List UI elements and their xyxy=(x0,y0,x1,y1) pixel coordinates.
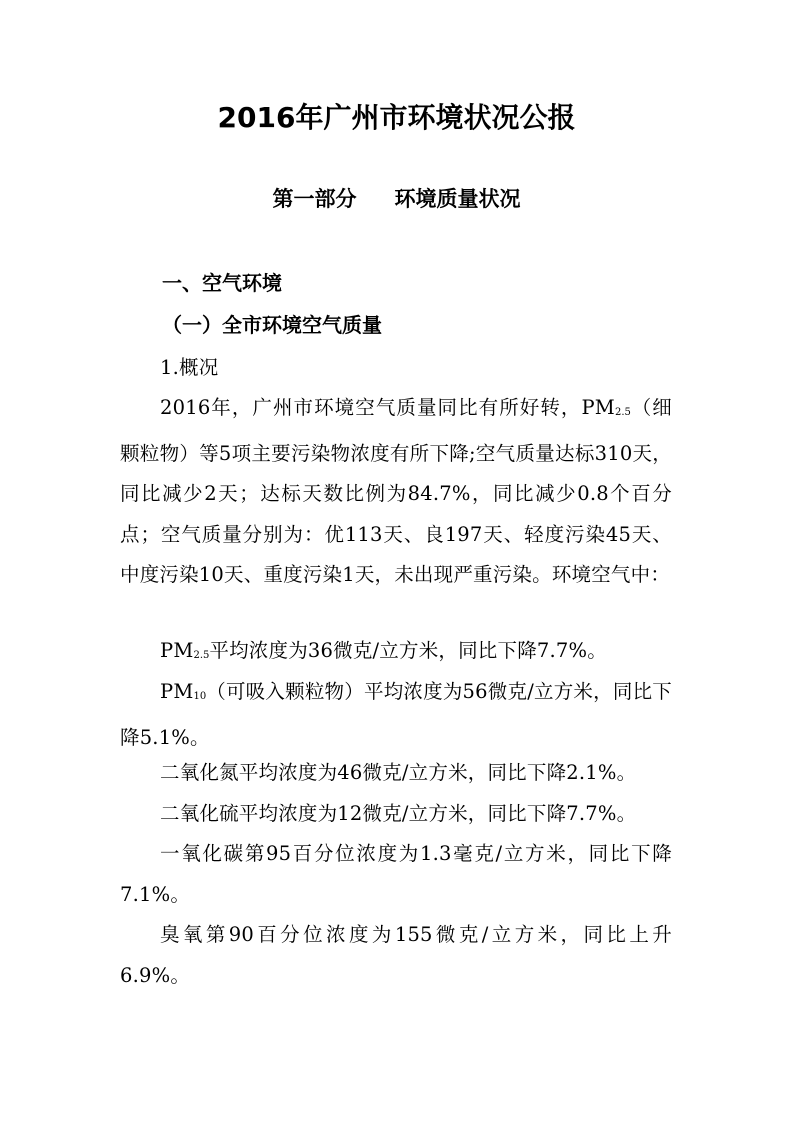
part-heading xyxy=(0,184,793,214)
pollutant-subscript: 2.5 xyxy=(193,650,210,661)
pollutant-subscript: 10 xyxy=(193,691,207,702)
subsection-heading: （一）全市环境空气质量 xyxy=(162,313,382,337)
part-name: 环境质量状况 xyxy=(394,187,521,211)
part-label: 第一部分 xyxy=(272,187,357,211)
report-title: 2016年广州市环境状况公报 xyxy=(217,101,576,134)
pollutant-line-co: 一氧化碳第95百分位浓度为1.3毫克/立方米，同比下降7.1%。 xyxy=(120,842,672,906)
overview-text-a: 2016年，广州市环境空气质量同比有所好转，PM xyxy=(160,396,615,419)
section-heading: 一、空气环境 xyxy=(162,271,282,295)
item-heading: 1.概况 xyxy=(160,356,219,379)
pollutant-prefix: PM xyxy=(160,639,194,662)
pollutant-text: 平均浓度为36微克/立方米，同比下降7.7%。 xyxy=(209,639,607,662)
overview-text-b: （细颗粒物）等5项主要污染物浓度有所下降;空气质量达标310天，同比减少2天；达标天数比例为84.7%，同比减少0.8个百分点；空气质量分别为：优113天、良197天、轻度污染45天、中度污染10天、重度污染1天，未出现严重污染。环境空气中： xyxy=(120,396,673,586)
pm25-subscript: 2.5 xyxy=(614,407,631,418)
pollutant-text: （可吸入颗粒物）平均浓度为56微克/立方米，同比下降5.1%。 xyxy=(120,680,672,749)
pollutant-line-so2: 二氧化硫平均浓度为12微克/立方米，同比下降7.7%。 xyxy=(160,802,637,825)
pollutant-line-pm25 xyxy=(120,631,672,677)
pollutant-line-o3: 臭氧第90百分位浓度为155微克/立方米，同比上升6.9%。 xyxy=(120,923,672,987)
pollutant-line-pm10 xyxy=(120,672,672,758)
pollutant-prefix: PM xyxy=(160,680,194,703)
pollutant-line-no2: 二氧化氮平均浓度为46微克/立方米，同比下降2.1%。 xyxy=(160,761,637,784)
overview-paragraph xyxy=(120,388,672,596)
